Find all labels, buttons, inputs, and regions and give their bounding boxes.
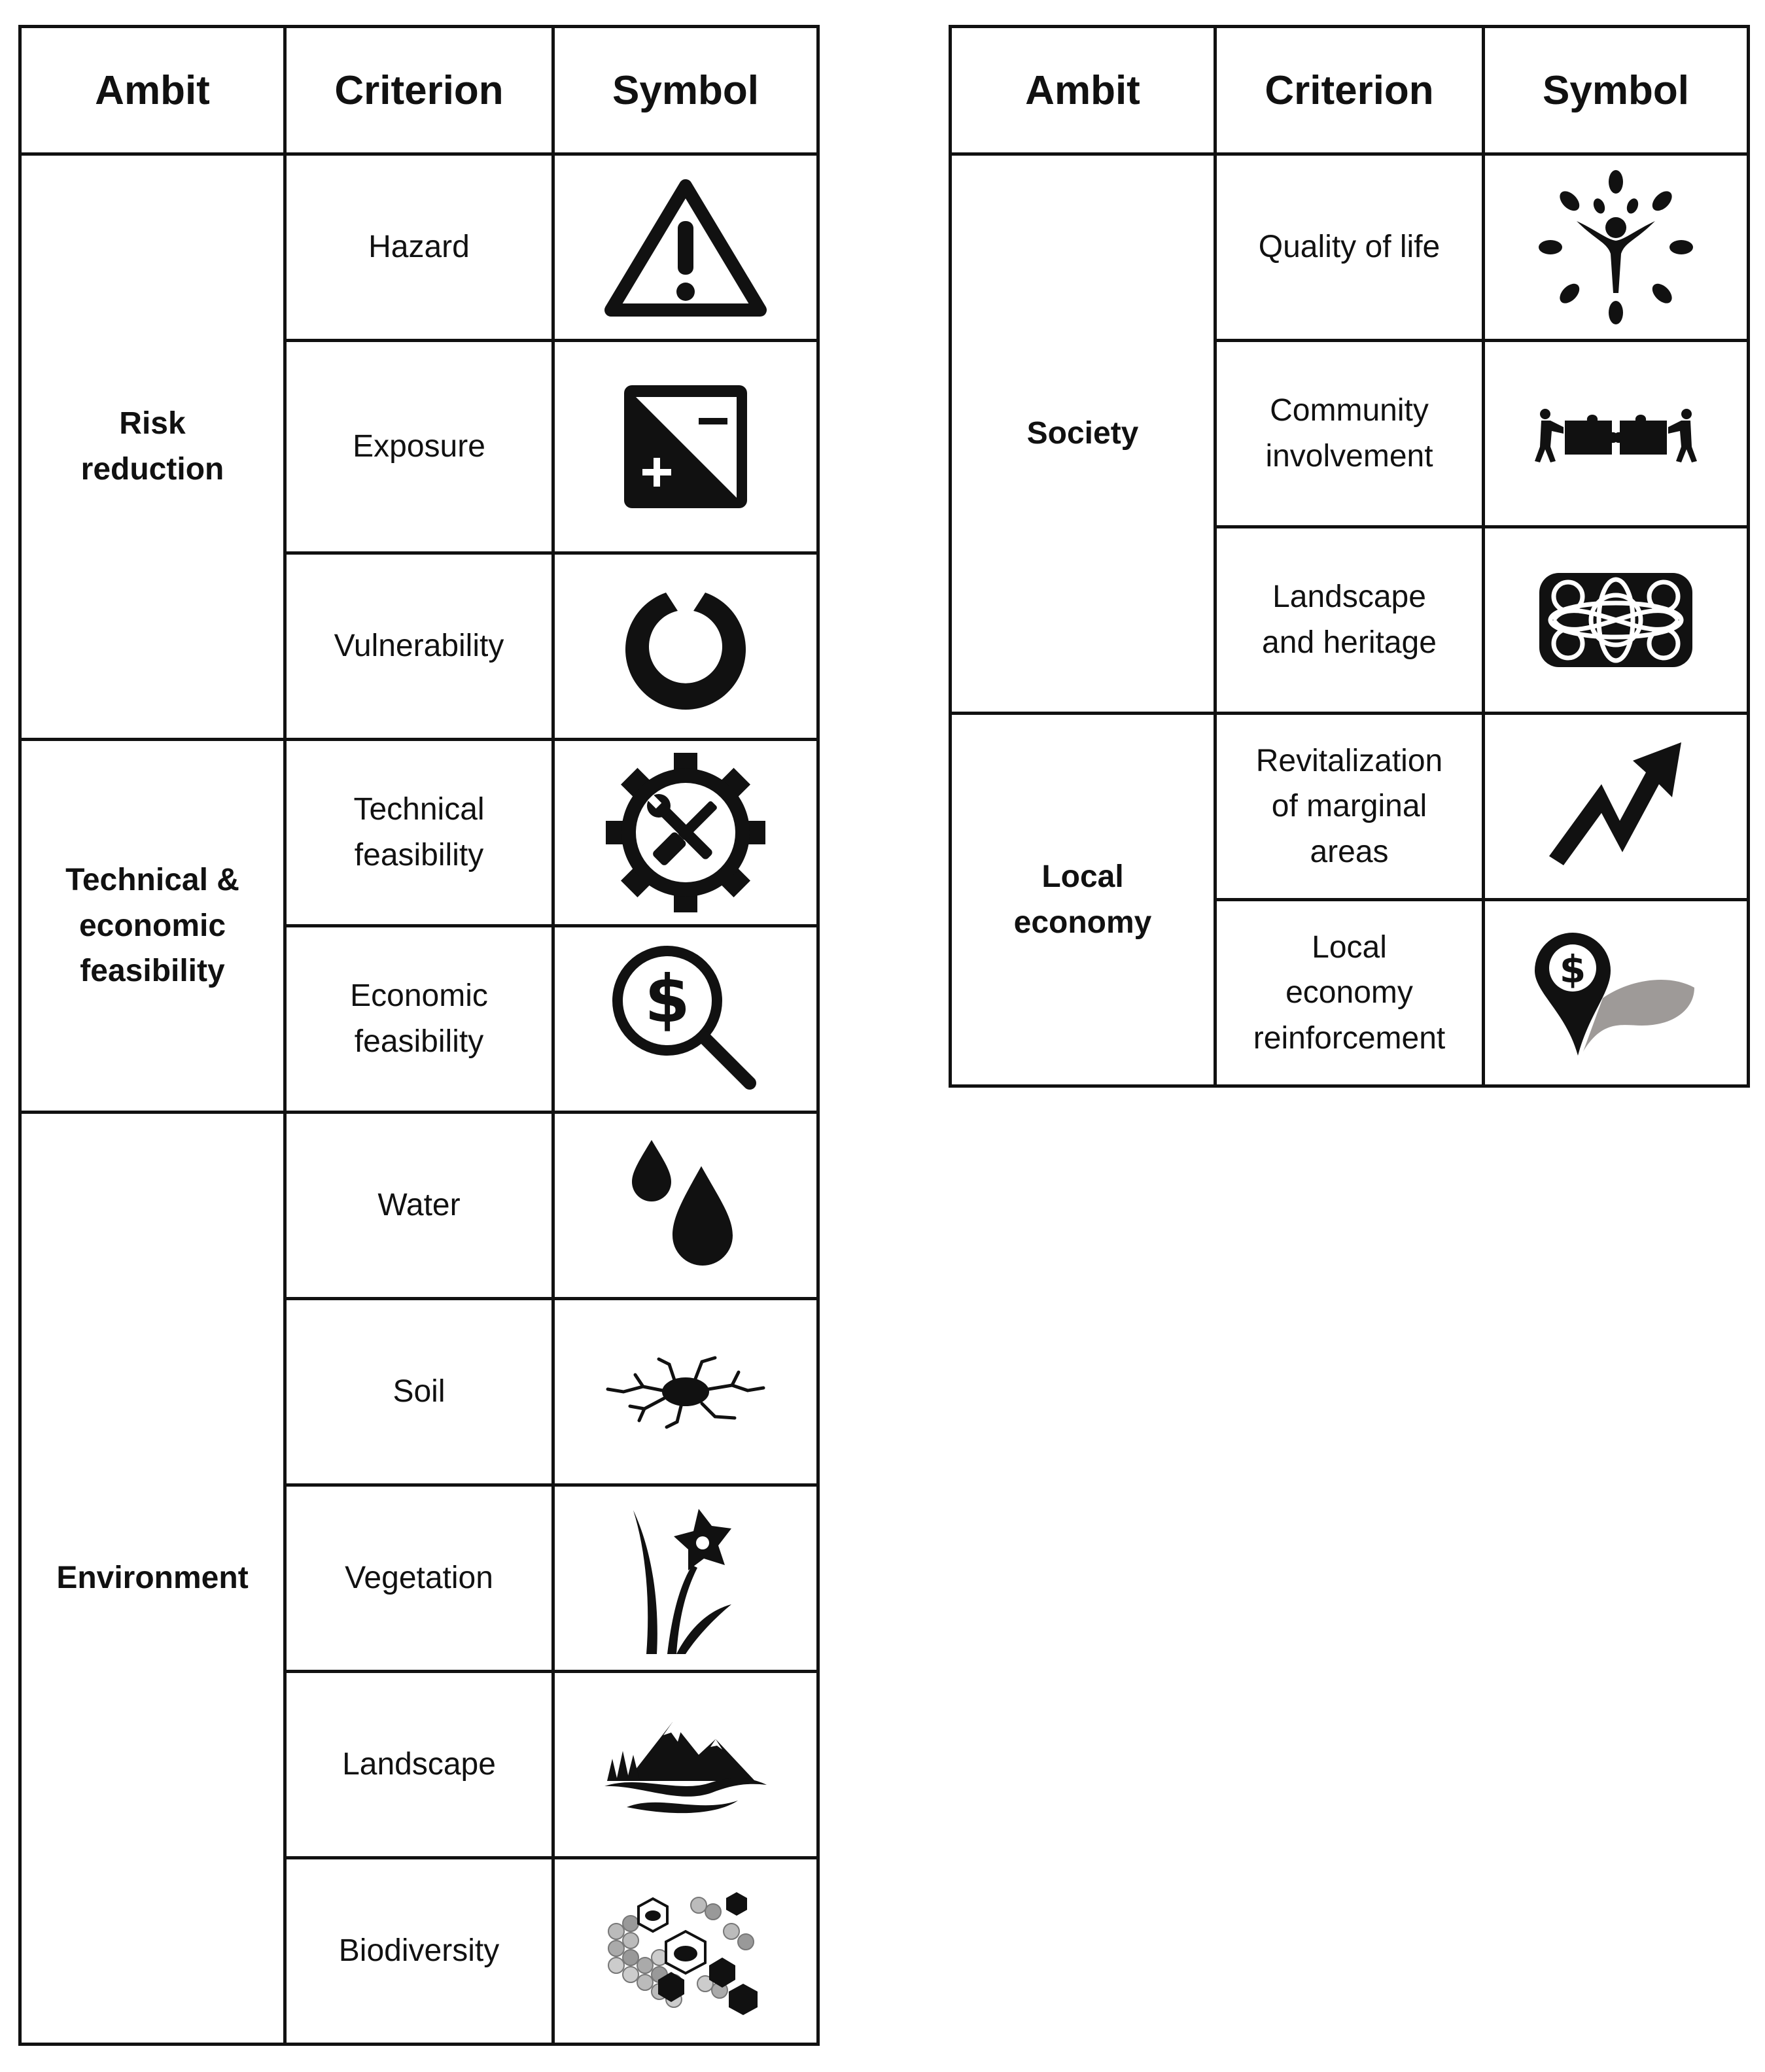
ambit-header: Ambit xyxy=(951,27,1215,154)
criterion-header: Criterion xyxy=(285,27,553,154)
criterion-technical-feasibility: Technical feasibility xyxy=(285,740,553,926)
warning-triangle-icon xyxy=(601,175,771,319)
criterion-vegetation: Vegetation xyxy=(285,1485,553,1672)
svg-text:$: $ xyxy=(644,961,690,1037)
criterion-water: Water xyxy=(285,1113,553,1299)
svg-text:$: $ xyxy=(1559,947,1586,992)
gear-tools-icon xyxy=(604,751,767,914)
criterion-hazard: Hazard xyxy=(285,154,553,341)
criterion-soil: Soil xyxy=(285,1299,553,1485)
landscape-heritage-symbol xyxy=(1484,527,1749,714)
header-row xyxy=(951,27,1749,154)
symbol-header: Symbol xyxy=(553,27,818,154)
criterion-quality-of-life: Quality of life xyxy=(1215,154,1484,341)
soil-symbol xyxy=(553,1299,818,1485)
flower-plant-icon xyxy=(620,1500,751,1657)
cracked-soil-icon xyxy=(604,1353,767,1431)
water-symbol xyxy=(553,1113,818,1299)
hazard-symbol xyxy=(553,154,818,341)
table-row xyxy=(951,714,1749,900)
criterion-landscape-and-heritage: Landscape and heritage xyxy=(1215,527,1484,714)
biodiversity-hexagons-icon xyxy=(601,1886,771,2016)
broken-ring-icon xyxy=(620,581,751,712)
criteria-table-right xyxy=(949,25,1750,1088)
criterion-economic-feasibility: Economic feasibility xyxy=(285,926,553,1113)
ambit-technical-economic-feasibility: Technical & economic feasibility xyxy=(20,740,285,1113)
puzzle-people-icon xyxy=(1531,401,1701,466)
community-involvement-symbol xyxy=(1484,341,1749,527)
rising-arrow-icon xyxy=(1544,734,1688,878)
local-economy-symbol xyxy=(1484,900,1749,1086)
dollar-magnifier-icon xyxy=(607,941,764,1097)
criterion-local-economy-reinforcement: Local economy reinforcement xyxy=(1215,900,1484,1086)
ambit-environment: Environment xyxy=(20,1113,285,2045)
criterion-revitalization-marginal-areas: Revitalization of marginal areas xyxy=(1215,714,1484,900)
quality-of-life-symbol xyxy=(1484,154,1749,341)
criterion-biodiversity: Biodiversity xyxy=(285,1858,553,2045)
exposure-plus-minus-icon xyxy=(620,381,751,512)
header-row xyxy=(20,27,818,154)
criteria-table-left xyxy=(18,25,820,2046)
vulnerability-symbol xyxy=(553,553,818,740)
ambit-society: Society xyxy=(951,154,1215,714)
celtic-knot-icon xyxy=(1534,568,1698,672)
ambit-local-economy: Local economy xyxy=(951,714,1215,1086)
technical-feasibility-symbol xyxy=(553,740,818,926)
table-row xyxy=(951,154,1749,341)
vegetation-symbol xyxy=(553,1485,818,1672)
person-leaves-icon xyxy=(1537,169,1694,326)
biodiversity-symbol xyxy=(553,1858,818,2045)
criterion-vulnerability: Vulnerability xyxy=(285,553,553,740)
ambit-header: Ambit xyxy=(20,27,285,154)
criterion-landscape: Landscape xyxy=(285,1672,553,1858)
exposure-symbol xyxy=(553,341,818,553)
dollar-location-pin-icon xyxy=(1531,927,1701,1058)
water-drops-icon xyxy=(620,1133,751,1277)
economic-feasibility-symbol xyxy=(553,926,818,1113)
table-row xyxy=(20,1113,818,1299)
ambit-risk-reduction: Risk reduction xyxy=(20,154,285,740)
symbol-header: Symbol xyxy=(1484,27,1749,154)
mountain-landscape-icon xyxy=(601,1709,771,1820)
criterion-community-involvement: Community involvement xyxy=(1215,341,1484,527)
criterion-exposure: Exposure xyxy=(285,341,553,553)
criterion-header: Criterion xyxy=(1215,27,1484,154)
landscape-symbol xyxy=(553,1672,818,1858)
table-row xyxy=(20,154,818,341)
revitalization-symbol xyxy=(1484,714,1749,900)
table-row xyxy=(20,740,818,926)
